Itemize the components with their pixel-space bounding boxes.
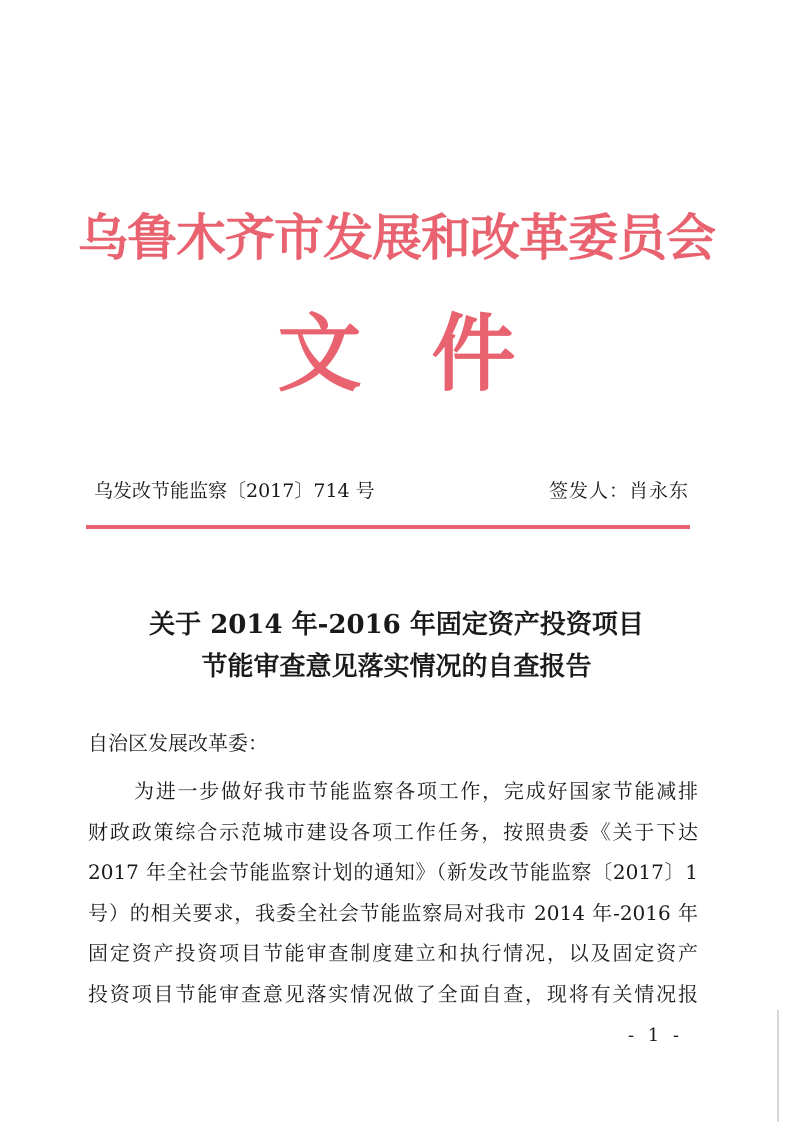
issuer-name: 乌鲁木齐市发展和改革委员会: [78, 208, 715, 267]
report-title: [0, 604, 793, 688]
header-divider: [86, 525, 690, 529]
signer-label: 签发人：: [548, 480, 629, 502]
body-line: 财政政策综合示范城市建设各项工作任务，按照贵委《关于下达: [88, 819, 698, 844]
document-label: 文件: [277, 304, 586, 403]
body-line: 为进一步做好我市节能监察各项工作，完成好国家节能减排: [134, 779, 698, 803]
body-line: 固定资产投资项目节能审查制度建立和执行情况，以及固定资产: [88, 941, 698, 965]
report-title-line-2: 节能审查意见落实情况的自查报告: [201, 652, 592, 682]
report-title-line-1: 关于 2014 年-2016 年固定资产投资项目: [149, 610, 644, 640]
body-paragraph: [88, 771, 698, 1014]
salutation: 自治区发展改革委：: [88, 731, 268, 755]
signer-block: [549, 478, 689, 504]
scan-edge-mark: [777, 1010, 779, 1122]
body-line: 号）的相关要求，我委全社会节能监察局对我市 2014 年-2016 年: [88, 900, 698, 925]
page-number: - 1 -: [627, 1025, 683, 1046]
document-number: 乌发改节能监察〔2017〕714 号: [94, 480, 375, 502]
body-line: 2017 年全社会节能监察计划的通知》（新发改节能监察〔2017〕1: [88, 860, 698, 884]
signer-name: 肖永东: [628, 480, 689, 502]
body-line: 投资项目节能审查意见落实情况做了全面自查，现将有关情况报: [88, 981, 698, 1006]
